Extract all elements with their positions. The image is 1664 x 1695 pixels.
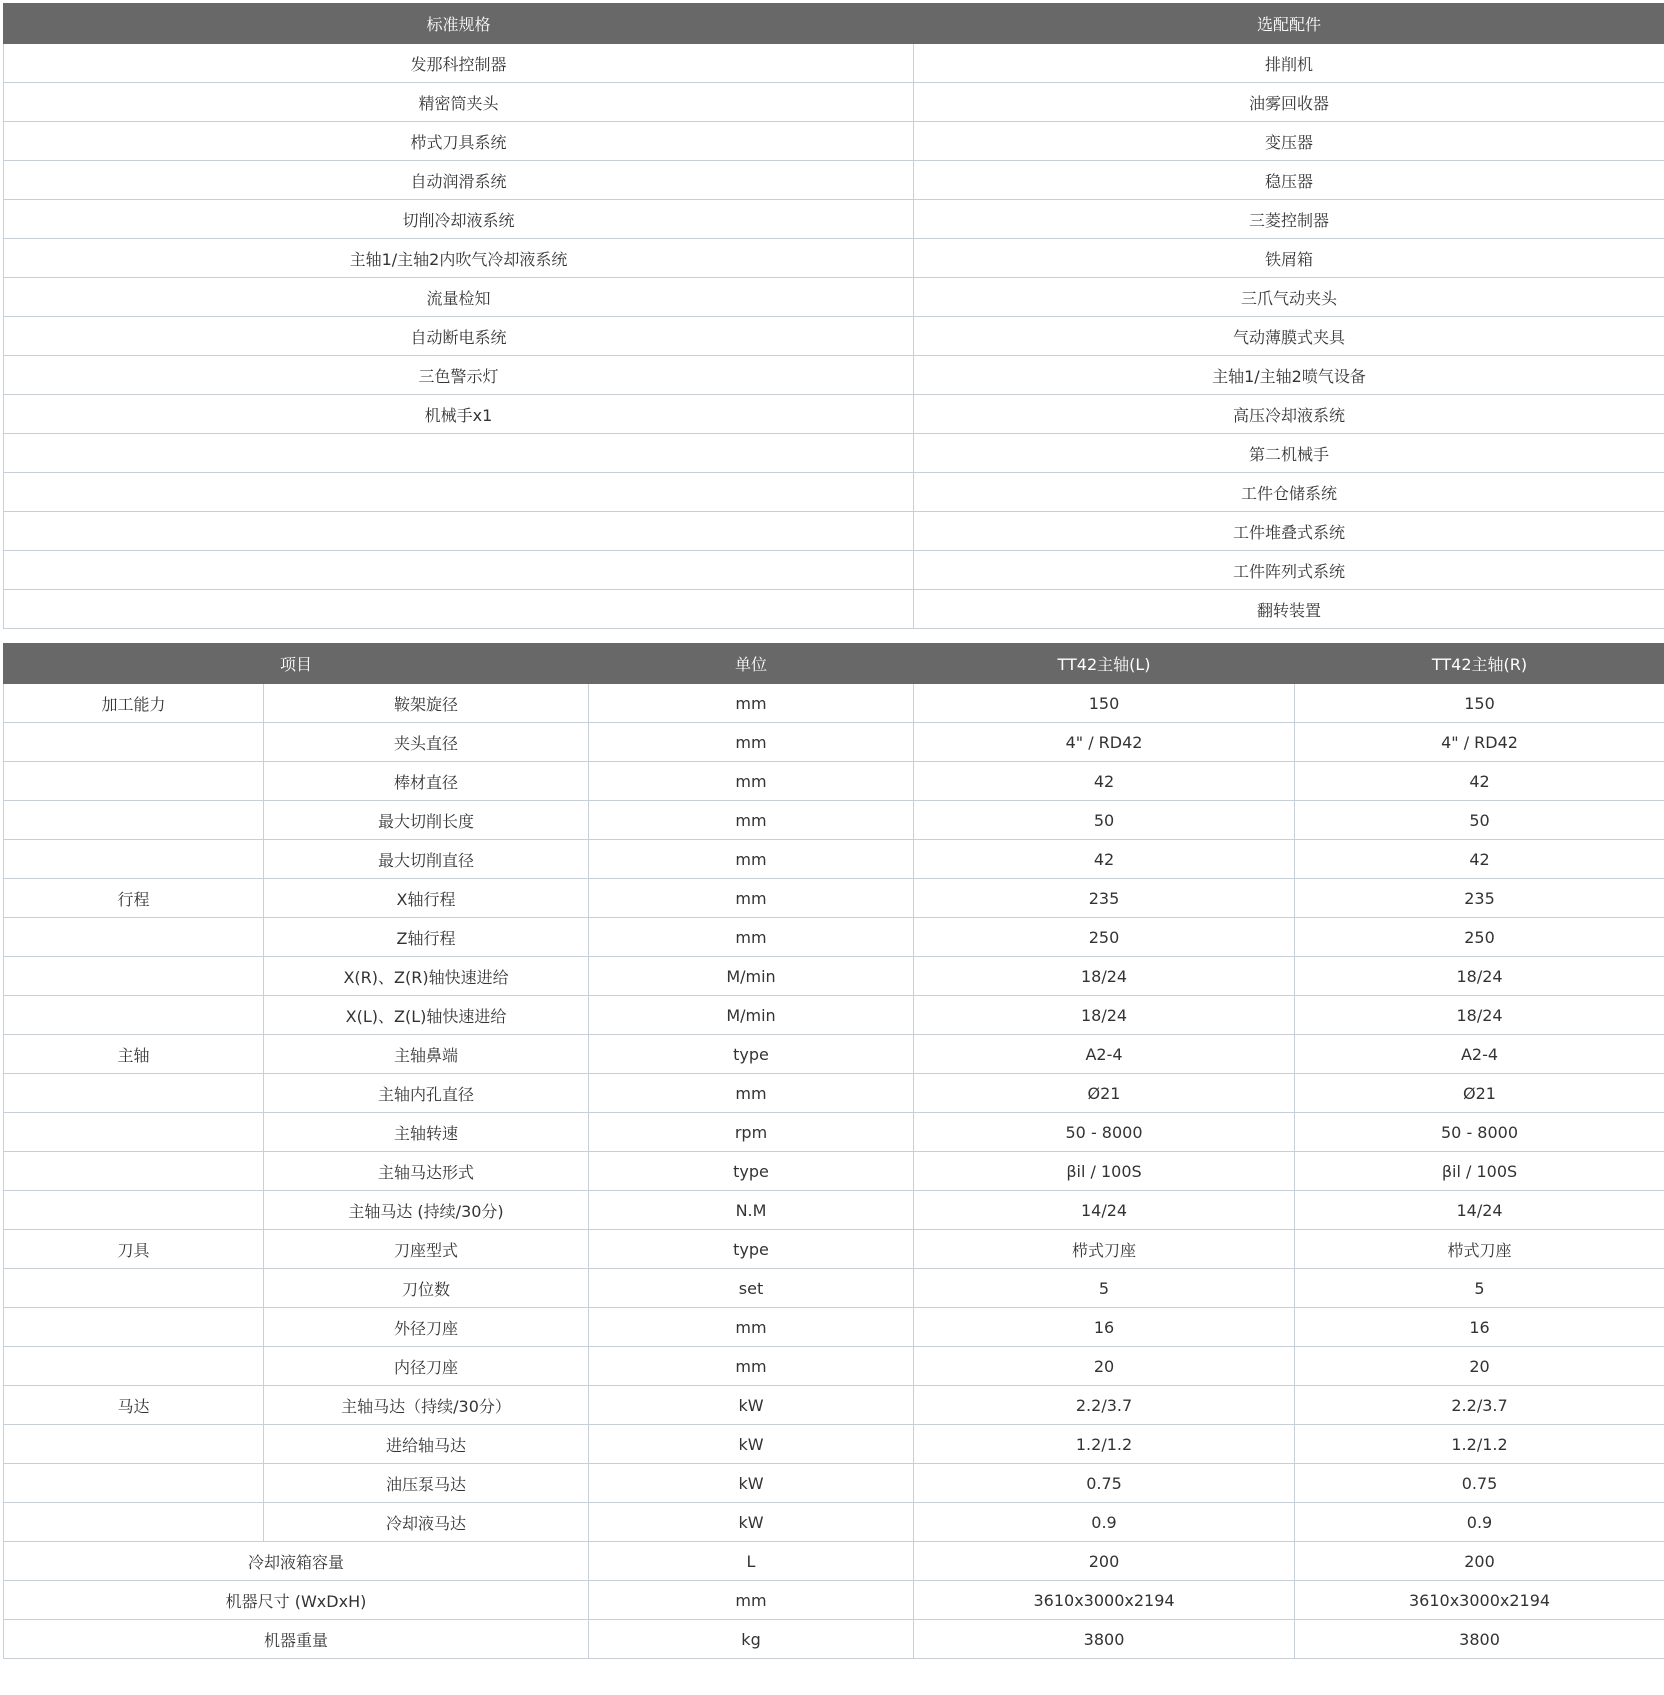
optional-accessory-cell: 变压器 — [914, 122, 1664, 161]
standard-spec-cell: 发那科控制器 — [4, 44, 914, 83]
accessory-row — [4, 83, 1664, 122]
spec-right-value: 235 — [1295, 879, 1664, 918]
standard-spec-cell: 栉式刀具系统 — [4, 122, 914, 161]
spec-group-cell — [4, 1503, 264, 1542]
spec-row — [4, 1269, 1664, 1308]
spec-left-value: 50 - 8000 — [914, 1113, 1295, 1152]
spec-unit-cell: L — [589, 1542, 914, 1581]
accessory-row — [4, 200, 1664, 239]
optional-accessory-cell: 工件阵列式系统 — [914, 551, 1664, 590]
spec-left-value: 2.2/3.7 — [914, 1386, 1295, 1425]
optional-accessory-cell: 第二机械手 — [914, 434, 1664, 473]
specs-header-row — [4, 644, 1664, 684]
spec-left-value: 1.2/1.2 — [914, 1425, 1295, 1464]
spec-group-cell — [4, 723, 264, 762]
accessory-row — [4, 278, 1664, 317]
accessory-row — [4, 317, 1664, 356]
specs-table — [3, 643, 1664, 1659]
spec-unit-cell: type — [589, 1230, 914, 1269]
spec-item-cell: 主轴内孔直径 — [264, 1074, 589, 1113]
spec-unit-cell: mm — [589, 684, 914, 723]
accessories-table — [3, 3, 1664, 629]
spec-item-cell: 主轴鼻端 — [264, 1035, 589, 1074]
spec-group-cell: 加工能力 — [4, 684, 264, 723]
standard-spec-cell: 自动润滑系统 — [4, 161, 914, 200]
spec-group-cell — [4, 1269, 264, 1308]
spec-right-value: 18/24 — [1295, 996, 1664, 1035]
spec-left-value: βil / 100S — [914, 1152, 1295, 1191]
spec-right-value: 0.9 — [1295, 1503, 1664, 1542]
spec-unit-cell: rpm — [589, 1113, 914, 1152]
spec-right-value: 1.2/1.2 — [1295, 1425, 1664, 1464]
spec-right-value: 栉式刀座 — [1295, 1230, 1664, 1269]
spec-left-value: 14/24 — [914, 1191, 1295, 1230]
spec-row — [4, 1074, 1664, 1113]
spec-left-value: 20 — [914, 1347, 1295, 1386]
optional-accessory-cell: 铁屑箱 — [914, 239, 1664, 278]
spec-left-value: 200 — [914, 1542, 1295, 1581]
spec-left-value: 4" / RD42 — [914, 723, 1295, 762]
spec-left-value: 0.9 — [914, 1503, 1295, 1542]
spec-left-value: 0.75 — [914, 1464, 1295, 1503]
accessory-row — [4, 434, 1664, 473]
spec-right-value: 2.2/3.7 — [1295, 1386, 1664, 1425]
optional-accessory-cell: 三爪气动夹头 — [914, 278, 1664, 317]
spec-group-cell — [4, 801, 264, 840]
spec-row — [4, 684, 1664, 723]
spec-left-value: 250 — [914, 918, 1295, 957]
spec-left-value: Ø21 — [914, 1074, 1295, 1113]
spec-item-cell: 最大切削长度 — [264, 801, 589, 840]
standard-spec-cell: 自动断电系统 — [4, 317, 914, 356]
spec-summary-row — [4, 1620, 1664, 1659]
optional-accessory-cell: 高压冷却液系统 — [914, 395, 1664, 434]
optional-accessory-cell: 排削机 — [914, 44, 1664, 83]
spec-group-cell — [4, 1425, 264, 1464]
spec-right-value: 16 — [1295, 1308, 1664, 1347]
standard-spec-cell — [4, 512, 914, 551]
spec-unit-cell: mm — [589, 1074, 914, 1113]
spec-row — [4, 996, 1664, 1035]
spec-unit-cell: mm — [589, 1581, 914, 1620]
spec-right-value: 5 — [1295, 1269, 1664, 1308]
standard-spec-cell — [4, 551, 914, 590]
spec-left-value: A2-4 — [914, 1035, 1295, 1074]
spec-item-cell: 主轴马达 (持续/30分) — [264, 1191, 589, 1230]
accessories-header-row — [4, 4, 1664, 44]
spec-row — [4, 1308, 1664, 1347]
accessory-row — [4, 512, 1664, 551]
spec-unit-cell: N.M — [589, 1191, 914, 1230]
accessory-row — [4, 551, 1664, 590]
spec-item-cell: 主轴转速 — [264, 1113, 589, 1152]
spec-row — [4, 801, 1664, 840]
spec-row — [4, 879, 1664, 918]
spec-item-cell: 油压泵马达 — [264, 1464, 589, 1503]
accessory-row — [4, 356, 1664, 395]
standard-spec-cell — [4, 590, 914, 629]
spec-left-value: 150 — [914, 684, 1295, 723]
spec-right-value: 3800 — [1295, 1620, 1664, 1659]
standard-specs-header: 标准规格 — [4, 4, 914, 44]
spec-unit-cell: kW — [589, 1503, 914, 1542]
optional-accessories-header: 选配配件 — [914, 4, 1664, 44]
optional-accessory-cell: 工件堆叠式系统 — [914, 512, 1664, 551]
spec-unit-cell: type — [589, 1152, 914, 1191]
spec-item-cell: 内径刀座 — [264, 1347, 589, 1386]
spec-unit-cell: type — [589, 1035, 914, 1074]
spec-unit-cell: mm — [589, 1347, 914, 1386]
spec-row — [4, 1230, 1664, 1269]
spec-group-cell — [4, 1347, 264, 1386]
accessory-row — [4, 590, 1664, 629]
accessory-row — [4, 161, 1664, 200]
spec-summary-item-cell: 机器重量 — [4, 1620, 589, 1659]
spec-item-cell: X(L)、Z(L)轴快速进给 — [264, 996, 589, 1035]
spec-group-cell — [4, 1152, 264, 1191]
optional-accessory-cell: 油雾回收器 — [914, 83, 1664, 122]
spec-left-value: 18/24 — [914, 996, 1295, 1035]
spec-unit-cell: mm — [589, 879, 914, 918]
standard-spec-cell: 主轴1/主轴2内吹气冷却液系统 — [4, 239, 914, 278]
spec-right-value: A2-4 — [1295, 1035, 1664, 1074]
accessory-row — [4, 395, 1664, 434]
spec-group-cell: 马达 — [4, 1386, 264, 1425]
spec-row — [4, 1191, 1664, 1230]
spec-group-cell — [4, 957, 264, 996]
spec-right-value: 4" / RD42 — [1295, 723, 1664, 762]
spec-unit-cell: mm — [589, 723, 914, 762]
spec-group-cell — [4, 1308, 264, 1347]
spec-summary-row — [4, 1581, 1664, 1620]
spec-summary-item-cell: 冷却液箱容量 — [4, 1542, 589, 1581]
standard-spec-cell: 流量检知 — [4, 278, 914, 317]
spec-group-cell — [4, 1191, 264, 1230]
item-header: 项目 — [4, 644, 589, 684]
spec-row — [4, 1152, 1664, 1191]
spec-item-cell: X轴行程 — [264, 879, 589, 918]
spec-item-cell: 棒材直径 — [264, 762, 589, 801]
spec-row — [4, 762, 1664, 801]
spec-group-cell — [4, 762, 264, 801]
spec-unit-cell: mm — [589, 840, 914, 879]
spec-right-value: 50 - 8000 — [1295, 1113, 1664, 1152]
spec-left-value: 42 — [914, 840, 1295, 879]
spec-item-cell: Z轴行程 — [264, 918, 589, 957]
accessory-row — [4, 122, 1664, 161]
spec-right-value: 250 — [1295, 918, 1664, 957]
spec-row — [4, 957, 1664, 996]
spec-row — [4, 1464, 1664, 1503]
spec-left-value: 50 — [914, 801, 1295, 840]
spec-unit-cell: M/min — [589, 996, 914, 1035]
spec-right-value: 42 — [1295, 840, 1664, 879]
standard-spec-cell: 切削冷却液系统 — [4, 200, 914, 239]
spec-left-value: 16 — [914, 1308, 1295, 1347]
spec-right-value: 14/24 — [1295, 1191, 1664, 1230]
optional-accessory-cell: 翻转装置 — [914, 590, 1664, 629]
spec-item-cell: 进给轴马达 — [264, 1425, 589, 1464]
spec-right-value: Ø21 — [1295, 1074, 1664, 1113]
spec-item-cell: 最大切削直径 — [264, 840, 589, 879]
standard-spec-cell — [4, 434, 914, 473]
optional-accessory-cell: 主轴1/主轴2喷气设备 — [914, 356, 1664, 395]
spec-row — [4, 1503, 1664, 1542]
accessory-row — [4, 239, 1664, 278]
spec-group-cell — [4, 918, 264, 957]
spec-unit-cell: mm — [589, 1308, 914, 1347]
spec-left-value: 3610x3000x2194 — [914, 1581, 1295, 1620]
standard-spec-cell: 精密筒夹头 — [4, 83, 914, 122]
spec-right-value: 20 — [1295, 1347, 1664, 1386]
spec-unit-cell: kW — [589, 1464, 914, 1503]
standard-spec-cell: 机械手x1 — [4, 395, 914, 434]
spec-row — [4, 723, 1664, 762]
spec-item-cell: 刀位数 — [264, 1269, 589, 1308]
spec-right-value: 200 — [1295, 1542, 1664, 1581]
spec-item-cell: 外径刀座 — [264, 1308, 589, 1347]
optional-accessory-cell: 气动薄膜式夹具 — [914, 317, 1664, 356]
spec-right-value: 42 — [1295, 762, 1664, 801]
spec-unit-cell: mm — [589, 801, 914, 840]
spec-row — [4, 1035, 1664, 1074]
spec-row — [4, 918, 1664, 957]
spec-group-cell — [4, 1113, 264, 1152]
spec-row — [4, 1386, 1664, 1425]
spec-row — [4, 1425, 1664, 1464]
spec-left-value: 5 — [914, 1269, 1295, 1308]
spec-group-cell — [4, 996, 264, 1035]
spec-unit-cell: mm — [589, 918, 914, 957]
optional-accessory-cell: 工件仓储系统 — [914, 473, 1664, 512]
spec-group-cell: 主轴 — [4, 1035, 264, 1074]
spec-row — [4, 1347, 1664, 1386]
spec-unit-cell: kg — [589, 1620, 914, 1659]
spec-summary-row — [4, 1542, 1664, 1581]
optional-accessory-cell: 三菱控制器 — [914, 200, 1664, 239]
spec-item-cell: 夹头直径 — [264, 723, 589, 762]
spec-item-cell: 鞍架旋径 — [264, 684, 589, 723]
spec-left-value: 栉式刀座 — [914, 1230, 1295, 1269]
spec-left-value: 235 — [914, 879, 1295, 918]
spec-right-value: βil / 100S — [1295, 1152, 1664, 1191]
unit-header: 单位 — [589, 644, 914, 684]
spec-unit-cell: set — [589, 1269, 914, 1308]
spec-unit-cell: kW — [589, 1425, 914, 1464]
spec-left-value: 18/24 — [914, 957, 1295, 996]
spec-group-cell: 行程 — [4, 879, 264, 918]
spec-item-cell: 冷却液马达 — [264, 1503, 589, 1542]
optional-accessory-cell: 稳压器 — [914, 161, 1664, 200]
spec-summary-item-cell: 机器尺寸 (WxDxH) — [4, 1581, 589, 1620]
spec-right-value: 150 — [1295, 684, 1664, 723]
spec-unit-cell: M/min — [589, 957, 914, 996]
spec-item-cell: X(R)、Z(R)轴快速进给 — [264, 957, 589, 996]
spec-group-cell — [4, 1464, 264, 1503]
spindle-left-header: TT42主轴(L) — [914, 644, 1295, 684]
accessory-row — [4, 44, 1664, 83]
spec-left-value: 3800 — [914, 1620, 1295, 1659]
spec-unit-cell: mm — [589, 762, 914, 801]
spec-right-value: 50 — [1295, 801, 1664, 840]
spec-group-cell: 刀具 — [4, 1230, 264, 1269]
spec-row — [4, 1113, 1664, 1152]
spec-right-value: 18/24 — [1295, 957, 1664, 996]
spec-item-cell: 主轴马达（持续/30分） — [264, 1386, 589, 1425]
spec-group-cell — [4, 1074, 264, 1113]
spec-right-value: 0.75 — [1295, 1464, 1664, 1503]
spec-item-cell: 刀座型式 — [264, 1230, 589, 1269]
accessory-row — [4, 473, 1664, 512]
spec-item-cell: 主轴马达形式 — [264, 1152, 589, 1191]
standard-spec-cell — [4, 473, 914, 512]
spec-right-value: 3610x3000x2194 — [1295, 1581, 1664, 1620]
standard-spec-cell: 三色警示灯 — [4, 356, 914, 395]
spec-group-cell — [4, 840, 264, 879]
spec-row — [4, 840, 1664, 879]
spec-left-value: 42 — [914, 762, 1295, 801]
spindle-right-header: TT42主轴(R) — [1295, 644, 1664, 684]
spec-unit-cell: kW — [589, 1386, 914, 1425]
